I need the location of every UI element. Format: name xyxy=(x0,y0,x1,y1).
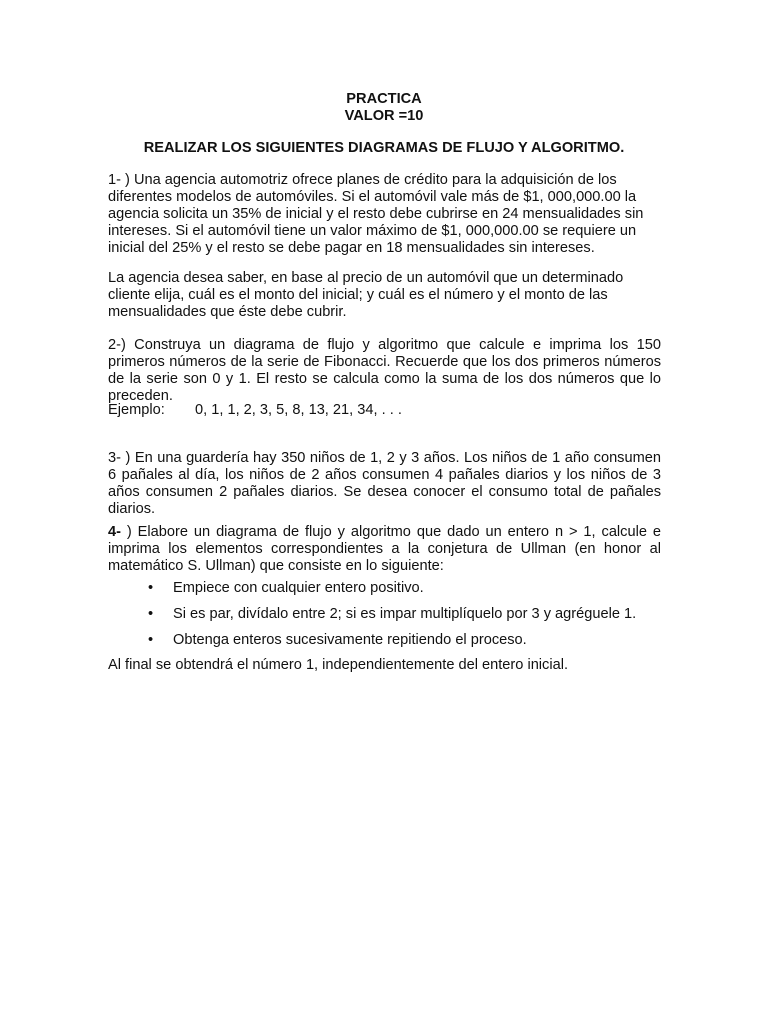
exercise-4-conclusion: Al final se obtendrá el número 1, independientemente del entero inicial. xyxy=(108,657,569,673)
list-item xyxy=(108,606,661,632)
example-label: Ejemplo: xyxy=(108,402,165,418)
document-title: PRACTICA xyxy=(346,91,422,107)
list-item-text: Empiece con cualquier entero positivo. xyxy=(173,580,424,596)
bullet-icon: • xyxy=(148,632,154,648)
example-values: 0, 1, 1, 2, 3, 5, 8, 13, 21, 34, . . . xyxy=(195,402,402,418)
exercise-1-question: La agencia desea saber, en base al precio de un automóvil que un determinado cliente elija, cuál es el monto del inicial; y cuál es el número y el monto de las mensualidades que éste debe cubrir. xyxy=(108,270,624,320)
exercise-4-text xyxy=(108,524,661,575)
document-value: VALOR =10 xyxy=(344,108,424,124)
exercise-2-example xyxy=(108,402,661,419)
exercise-4-body: ) Elabore un diagrama de flujo y algoritmo que dado un entero n > 1, calcule e imprima los elementos correspondientes a la conjetura de Ullman (en honor al matemático S. Ullman) que consiste en lo siguiente: xyxy=(108,524,661,574)
exercise-3-text: 3- ) En una guardería hay 350 niños de 1, 2 y 3 años. Los niños de 1 año consumen 6 pañales al día, los niños de 2 años consumen 4 pañales diarios y los niños de 3 años consumen 2 pañales diarios. Se desea conocer el consumo total de pañales diarios. xyxy=(108,450,661,517)
exercise-2-text: 2-) Construya un diagrama de flujo y algoritmo que calcule e imprima los 150 primeros números de la serie de Fibonacci. Recuerde que los dos primeros números de la serie son 0 y 1. El resto se calcula como la suma de los dos números que lo preceden. xyxy=(108,337,661,404)
list-item-text: Obtenga enteros sucesivamente repitiendo el proceso. xyxy=(173,632,527,648)
list-item xyxy=(108,632,661,658)
document-instruction: REALIZAR LOS SIGUIENTES DIAGRAMAS DE FLUJO Y ALGORITMO. xyxy=(143,140,625,156)
exercise-4-bullet-list xyxy=(108,580,661,658)
bullet-icon: • xyxy=(148,606,154,622)
bullet-icon: • xyxy=(148,580,154,596)
exercise-1-text: 1- ) Una agencia automotriz ofrece planes de crédito para la adquisición de los diferentes modelos de automóviles. Si el automóvil vale más de $1, 000,000.00 la agencia solicita un 35% de inicial y el resto debe cubrirse en 24 mensualidades sin intereses. Si el automóvil tiene un valor máximo de $1, 000,000.00 se requiere un inicial del 25% y el resto se debe pagar en 18 mensualidades sin intereses. xyxy=(108,172,644,256)
exercise-4-number: 4- xyxy=(108,524,121,540)
list-item-text: Si es par, divídalo entre 2; si es impar multiplíquelo por 3 y agréguele 1. xyxy=(173,606,637,622)
list-item xyxy=(108,580,661,606)
